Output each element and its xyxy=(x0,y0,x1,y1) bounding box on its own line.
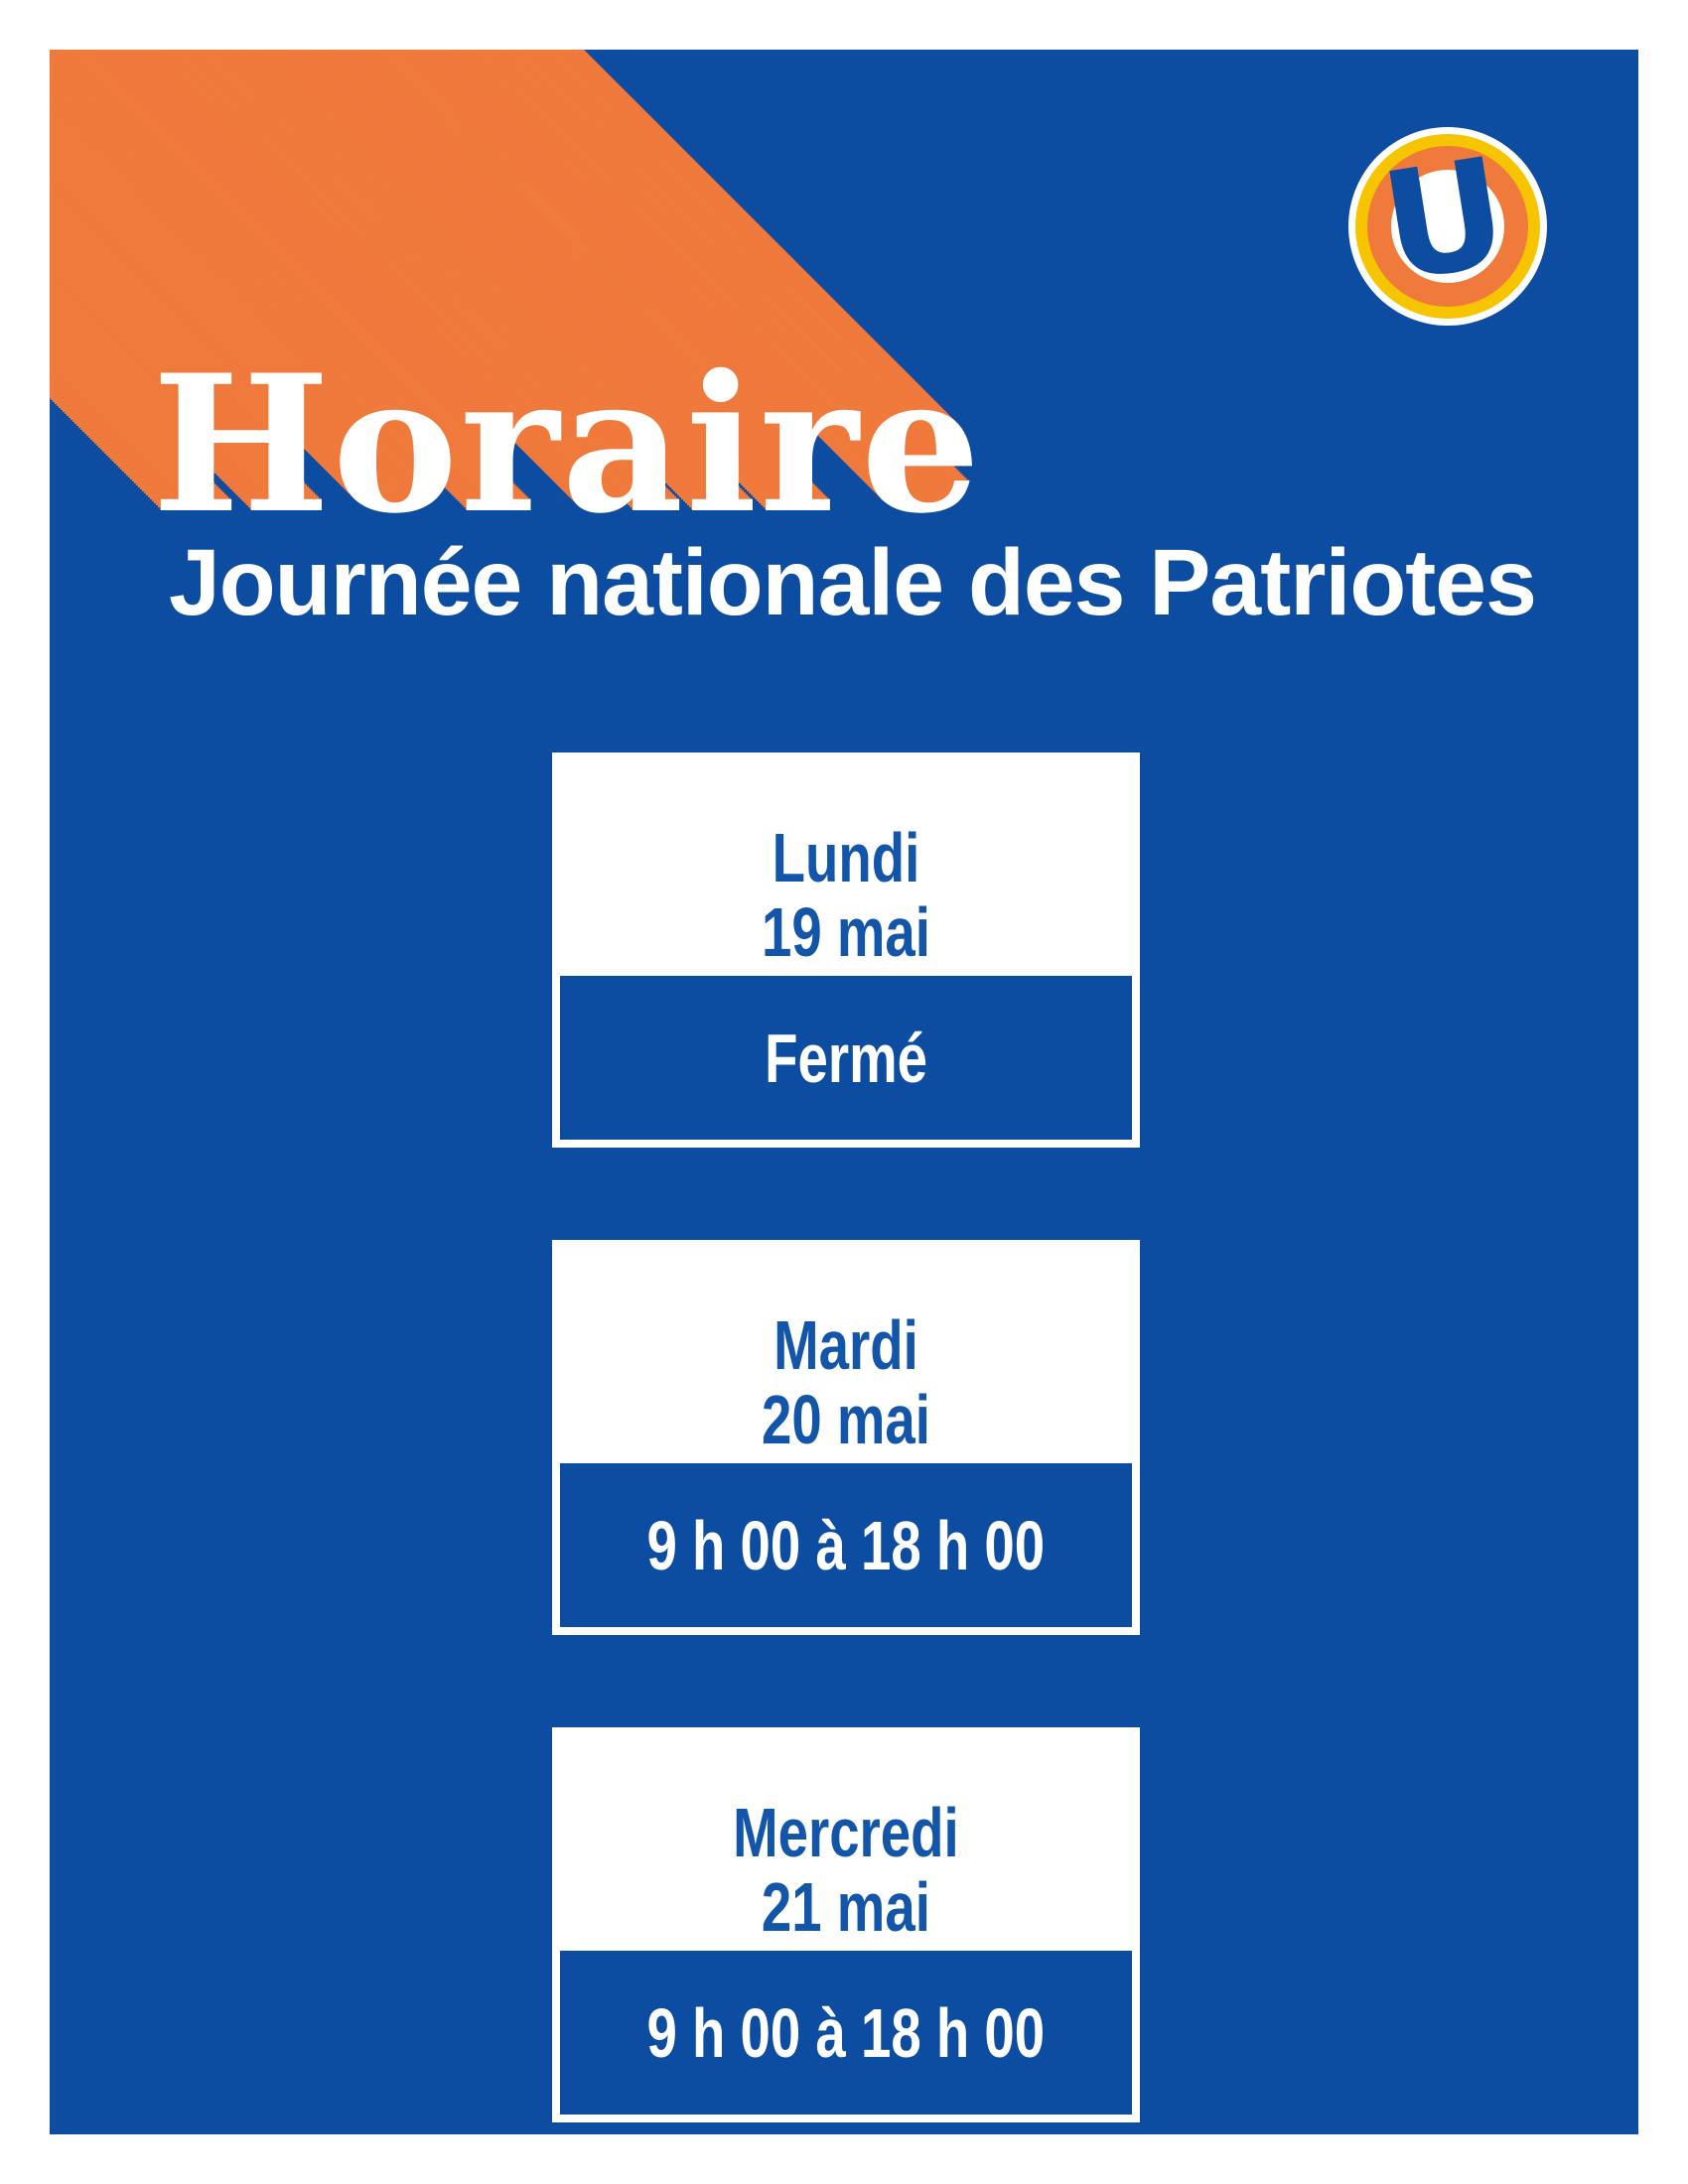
day-date-label xyxy=(762,1308,930,1457)
card-hours-bar xyxy=(560,976,1132,1140)
card-day-section xyxy=(552,752,1140,976)
page-subtitle: Journée nationale des Patriotes xyxy=(169,530,1536,635)
date-label: 21 mai xyxy=(761,1868,930,1946)
hours-label: Fermé xyxy=(765,1019,927,1097)
card-day-section xyxy=(552,1240,1140,1463)
card-hours-bar xyxy=(560,1951,1132,2115)
date-label: 20 mai xyxy=(762,1381,930,1458)
poster-canvas xyxy=(50,50,1638,2134)
card-day-section xyxy=(552,1727,1140,1951)
schedule-card-mardi xyxy=(552,1240,1140,1635)
schedule-card-lundi xyxy=(552,752,1140,1148)
hours-label: 9 h 00 à 18 h 00 xyxy=(646,1993,1046,2072)
day-date-label xyxy=(733,1796,959,1945)
schedule-card-mercredi xyxy=(552,1727,1140,2122)
date-label: 19 mai xyxy=(762,893,930,971)
day-label: Lundi xyxy=(772,819,920,896)
day-date-label xyxy=(762,821,930,970)
day-label: Mercredi xyxy=(733,1794,959,1871)
brand-logo xyxy=(1348,127,1547,326)
hours-label: 9 h 00 à 18 h 00 xyxy=(646,1506,1046,1584)
day-label: Mardi xyxy=(774,1306,918,1384)
page-title: Horaire xyxy=(152,334,983,555)
logo-u-letter: U xyxy=(1371,125,1518,316)
card-hours-bar xyxy=(560,1463,1132,1627)
